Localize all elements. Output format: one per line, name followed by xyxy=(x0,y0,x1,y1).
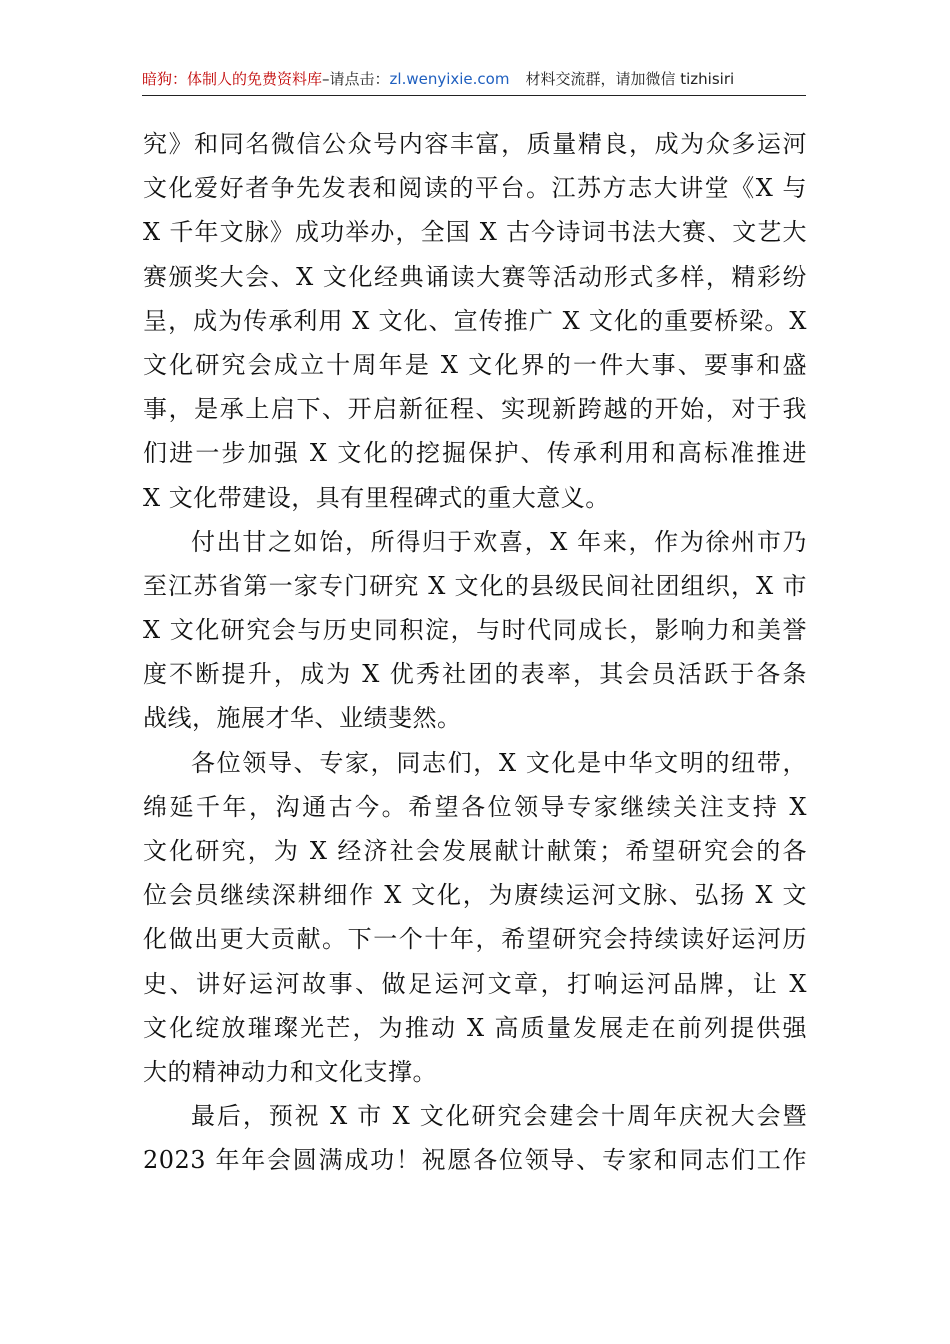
paragraph-line: 们进一步加强 X 文化的挖掘保护、传承利用和高标准推进 xyxy=(143,439,807,468)
paragraph-line: 文化爱好者争先发表和阅读的平台。江苏方志大讲堂《X 与 xyxy=(143,174,807,203)
paragraph-line: 位会员继续深耕细作 X 文化，为赓续运河文脉、弘扬 X 文 xyxy=(143,881,807,910)
paragraph-line: 度不断提升，成为 X 优秀社团的表率，其会员活跃于各条 xyxy=(143,660,807,689)
paragraph-line: 战线，施展才华、业绩斐然。 xyxy=(143,704,462,733)
document-body xyxy=(143,122,807,1183)
paragraph-line: 呈，成为传承利用 X 文化、宣传推广 X 文化的重要桥梁。X xyxy=(143,306,807,335)
paragraph-line: 赛颁奖大会、X 文化经典诵读大赛等活动形式多样，精彩纷 xyxy=(143,262,807,291)
page-header xyxy=(142,68,806,96)
paragraph-line: X 千年文脉》成功举办，全国 X 古今诗词书法大赛、文艺大 xyxy=(143,218,807,247)
paragraph-line: 各位领导、专家，同志们，X 文化是中华文明的纽带， xyxy=(191,748,807,777)
paragraph-line: 文化研究会成立十周年是 X 文化界的一件大事、要事和盛 xyxy=(143,350,807,379)
paragraph-line: 文化研究，为 X 经济社会发展献计献策；希望研究会的各 xyxy=(143,837,807,865)
paragraph-line: 史、讲好运河故事、做足运河文章，打响运河品牌，让 X xyxy=(143,969,807,998)
paragraph xyxy=(143,1094,807,1182)
paragraph-line: 最后，预祝 X 市 X 文化研究会建会十周年庆祝大会暨 xyxy=(191,1102,807,1131)
paragraph xyxy=(143,520,807,741)
paragraph-line: 大的精神动力和文化支撑。 xyxy=(143,1057,437,1086)
header-group-info: 材料交流群，请加微信 tizhisiri xyxy=(525,70,735,88)
paragraph-line: X 文化研究会与历史同积淀，与时代同成长，影响力和美誉 xyxy=(143,616,807,645)
paragraph-line: 至江苏省第一家专门研究 X 文化的县级民间社团组织，X 市 xyxy=(143,571,807,600)
header-url-link[interactable]: zl.wenyixie.com xyxy=(389,70,510,88)
paragraph-line: 绵延千年，沟通古今。希望各位领导专家继续关注支持 X xyxy=(143,792,807,821)
paragraph-line: X 文化带建设，具有里程碑式的重大意义。 xyxy=(143,483,610,512)
paragraph-line: 事，是承上启下、开启新征程、实现新跨越的开始，对于我 xyxy=(143,395,807,424)
paragraph-line: 文化绽放璀璨光芒，为推动 X 高质量发展走在前列提供强 xyxy=(143,1013,807,1042)
paragraph xyxy=(143,741,807,1095)
paragraph-line: 究》和同名微信公众号内容丰富，质量精良，成为众多运河 xyxy=(143,130,807,158)
header-brand: 暗狗：体制人的免费资料库 xyxy=(142,70,323,88)
paragraph-line: 2023 年年会圆满成功！祝愿各位领导、专家和同志们工作 xyxy=(143,1146,807,1175)
paragraph xyxy=(143,122,807,520)
header-click-prefix: –请点击： xyxy=(322,70,390,88)
paragraph-line: 付出甘之如饴，所得归于欢喜，X 年来，作为徐州市乃 xyxy=(191,527,807,556)
paragraph-line: 化做出更大贡献。下一个十年，希望研究会持续读好运河历 xyxy=(143,925,807,954)
